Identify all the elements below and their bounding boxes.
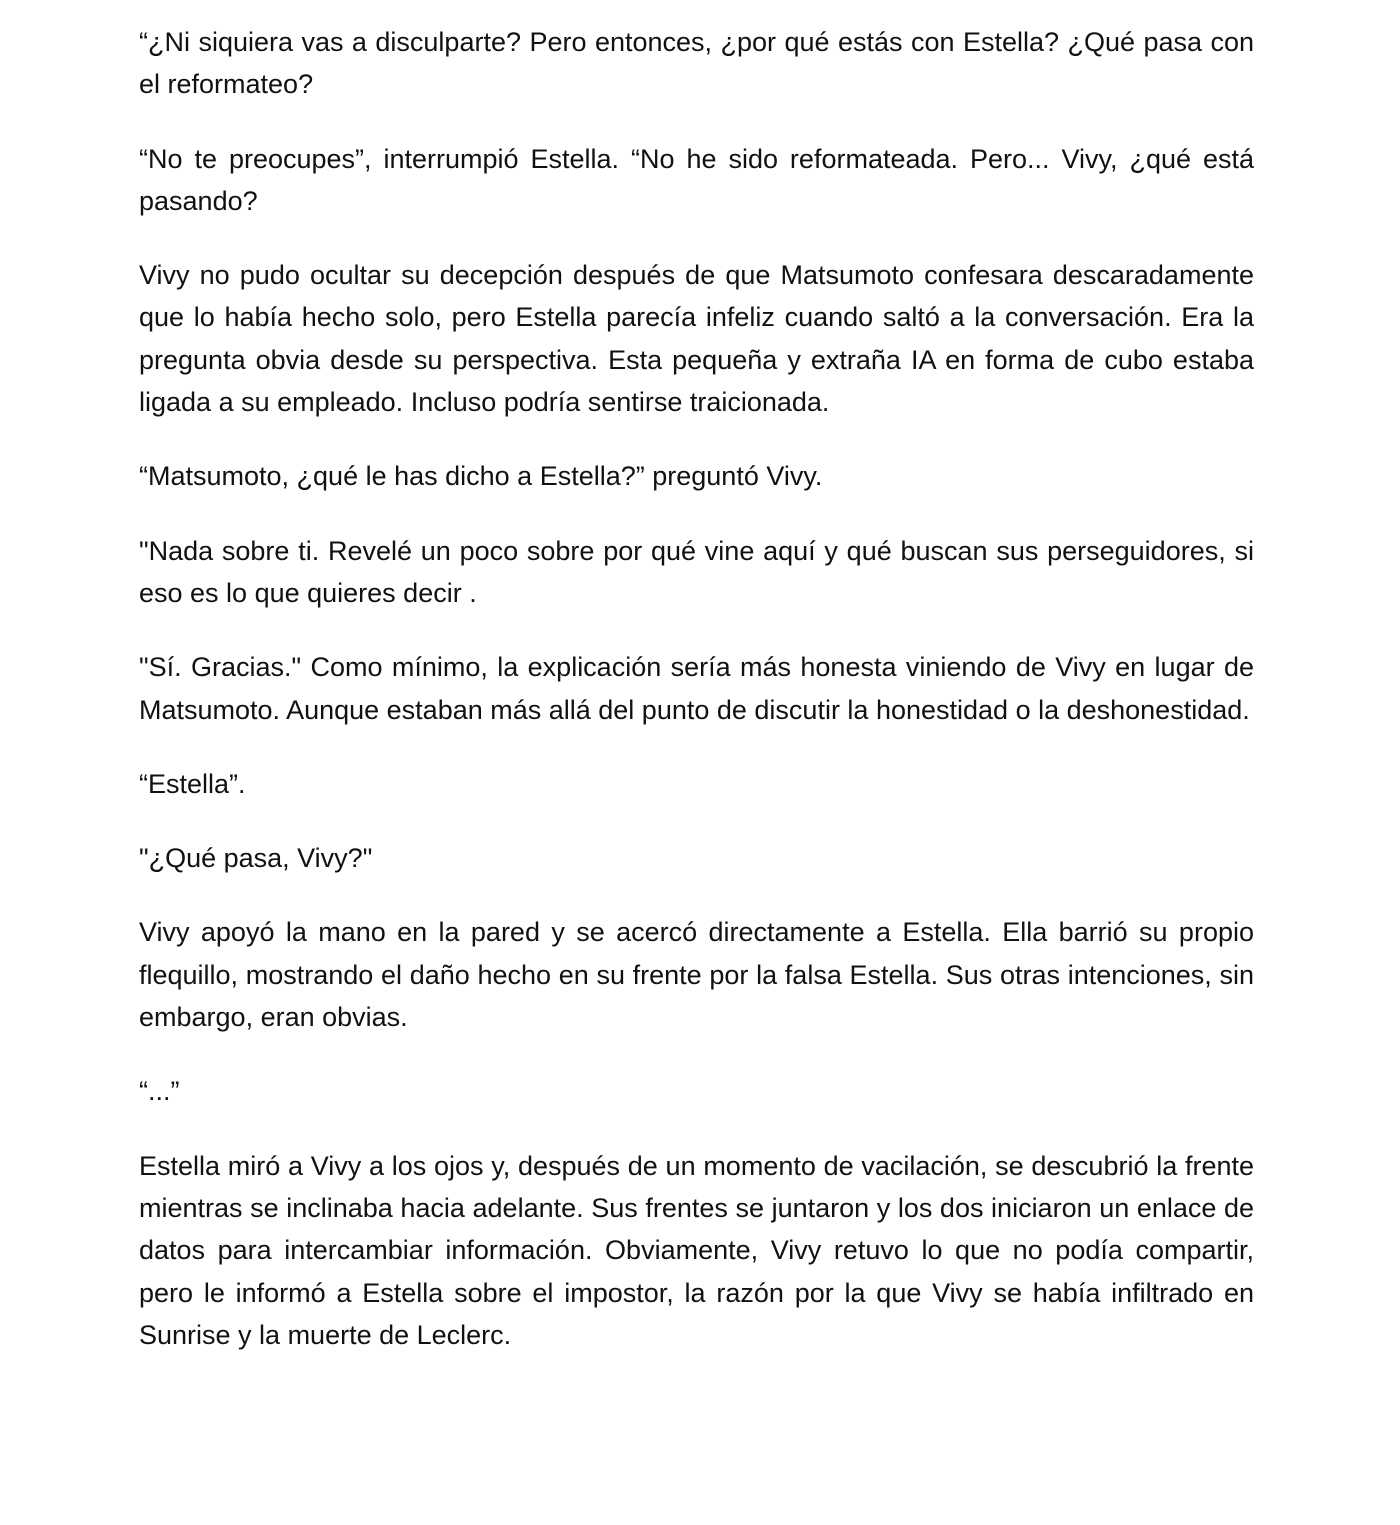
paragraph-10: “...” <box>139 1076 180 1107</box>
paragraph-2: “No te preocupes”, interrumpió Estella. “No he sido reformateada. Pero... Vivy, ¿qué está pasando? <box>139 143 1254 216</box>
paragraph-3: Vivy no pudo ocultar su decepción después de que Matsumoto confesara descaradamente que lo había hecho solo, pero Estella parecía infeliz cuando saltó a la conversación. Era la pregunta obvia desde su perspectiva. Esta pequeña y extraña IA en forma de cubo estaba ligada a su empleado. Incluso podría sentirse traicionada. <box>139 260 1254 418</box>
paragraph-9: Vivy apoyó la mano en la pared y se acercó directamente a Estella. Ella barrió su propio flequillo, mostrando el daño hecho en su frente por la falsa Estella. Sus otras intenciones, sin embargo, eran obvias. <box>139 917 1254 1033</box>
document-page <box>139 21 1254 1388</box>
paragraph-11: Estella miró a Vivy a los ojos y, después de un momento de vacilación, se descubrió la frente mientras se inclinaba hacia adelante. Sus frentes se juntaron y los dos iniciaron un enlace de datos para intercambiar información. Obviamente, Vivy retuvo lo que no podía compartir, pero le informó a Estella sobre el impostor, la razón por la que Vivy se había infiltrado en Sunrise y la muerte de Leclerc. <box>139 1150 1254 1350</box>
paragraph-4: “Matsumoto, ¿qué le has dicho a Estella?” preguntó Vivy. <box>139 461 823 492</box>
paragraph-6: "Sí. Gracias." Como mínimo, la explicación sería más honesta viniendo de Vivy en lugar de Matsumoto. Aunque estaban más allá del punto de discutir la honestidad o la deshonestidad. <box>139 652 1254 725</box>
paragraph-8: "¿Qué pasa, Vivy?" <box>139 843 373 874</box>
paragraph-5: "Nada sobre ti. Revelé un poco sobre por qué vine aquí y qué buscan sus perseguidores, si eso es lo que quieres decir . <box>139 535 1254 608</box>
paragraph-1: “¿Ni siquiera vas a disculparte? Pero entonces, ¿por qué estás con Estella? ¿Qué pasa con el reformateo? <box>139 27 1254 100</box>
paragraph-7: “Estella”. <box>139 768 246 799</box>
